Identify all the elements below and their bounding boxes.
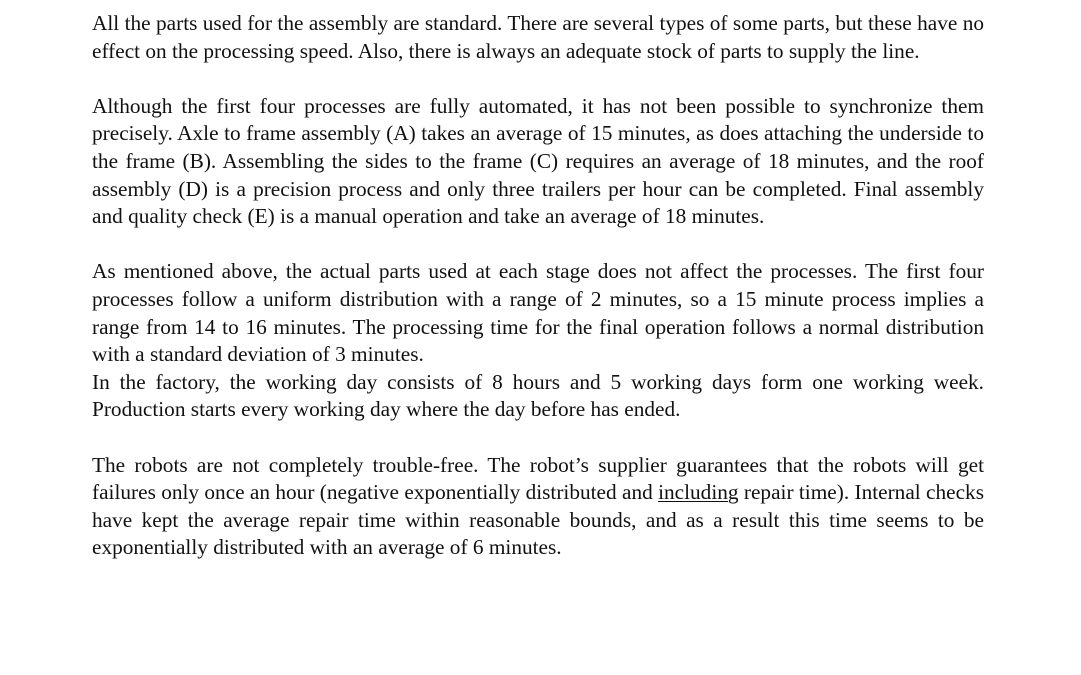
paragraph-parts-standard: All the parts used for the assembly are standard. There are several types of some parts, but these have no effect on the processing speed. Also, there is always an adequate stock of parts to supply the line. bbox=[92, 11, 984, 63]
document-page bbox=[92, 10, 984, 562]
paragraph-spacer bbox=[92, 424, 984, 452]
robot-failures-text-end: repair time). Internal checks have kept the average repair time within reasonable bounds, and as a result this time seems to be exponentially distributed with an average of 6 minutes. bbox=[92, 480, 984, 560]
paragraph-spacer bbox=[92, 65, 984, 93]
paragraph-robot-failures bbox=[92, 452, 984, 562]
paragraph-working-week: In the factory, the working day consists of 8 hours and 5 working days form one working week. Production starts every working day where the day before has ended. bbox=[92, 369, 984, 422]
robot-failures-text-start: The robots are not completely trouble-free. The robot’s supplier guarantees that the robots will get failures only once an hour (negative exponentially distributed and bbox=[92, 452, 984, 505]
paragraph-distributions: As mentioned above, the actual parts used at each stage does not affect the processes. The first four processes follow a uniform distribution with a range of 2 minutes, so a 15 minute process implies a range from 14 to 16 minutes. The processing time for the final operation follows a normal distribution with a standard deviation of 3 minutes. bbox=[92, 259, 984, 367]
paragraph-process-times: Although the first four processes are fully automated, it has not been possible to synchronize them precisely. Axle to frame assembly (A) takes an average of 15 minutes, as does attaching the underside to the frame (B). Assembling the sides to the frame (C) requires an average of 18 minutes, and the roof assembly (D) is a precision process and only three trailers per hour can be completed. Final assembly and quality check (E) is a manual operation and take an average of 18 minutes. bbox=[92, 93, 984, 229]
underlined-word: including bbox=[658, 480, 739, 505]
paragraph-spacer bbox=[92, 231, 984, 259]
